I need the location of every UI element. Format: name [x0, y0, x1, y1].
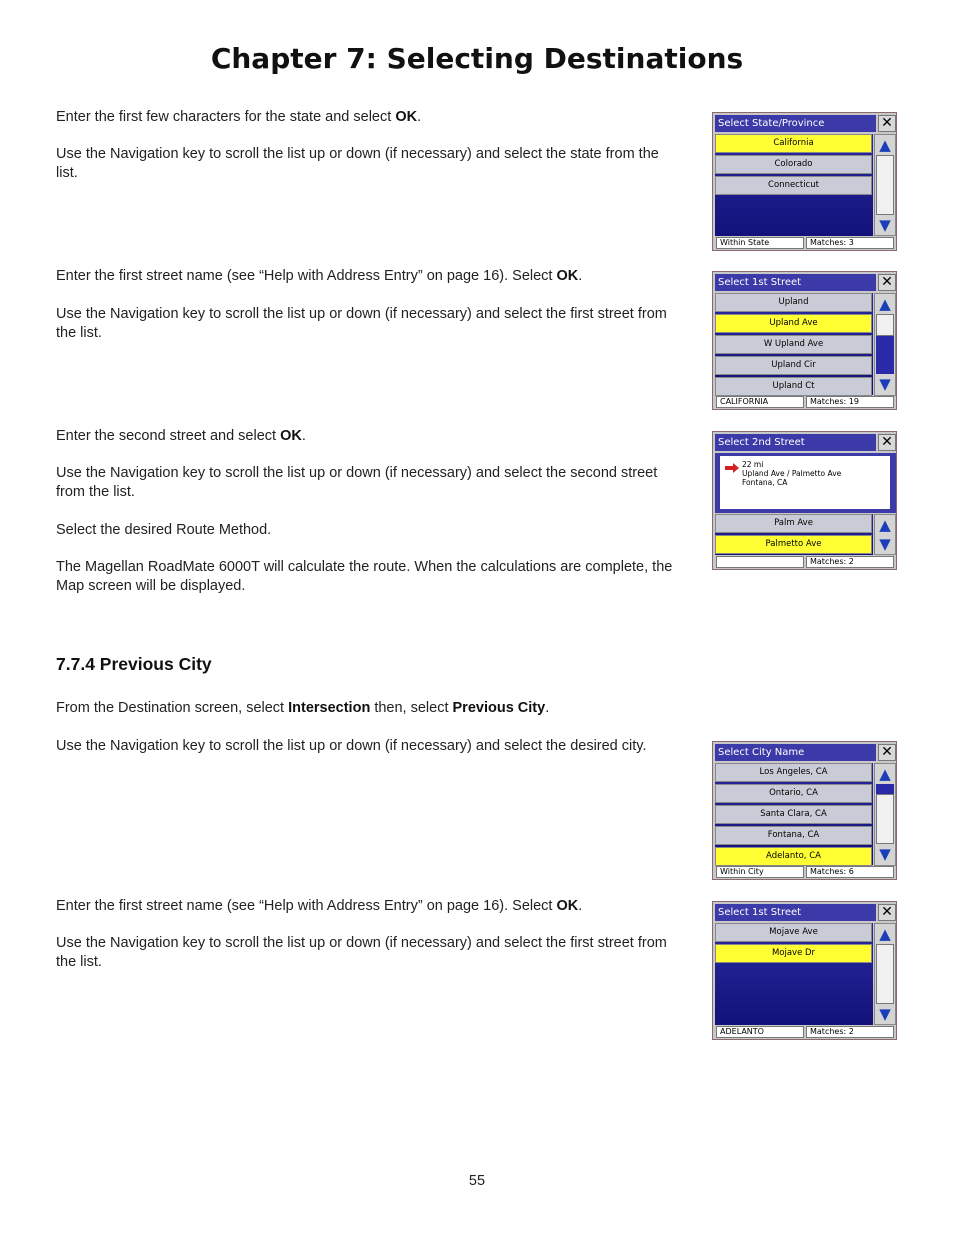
list-item[interactable]: Palm Ave: [715, 514, 872, 533]
up-arrow-icon[interactable]: ▲: [879, 295, 891, 313]
list-item[interactable]: Palmetto Ave: [715, 535, 872, 554]
down-arrow-icon[interactable]: ▼: [879, 845, 891, 863]
page-number: 55: [468, 1173, 486, 1189]
scroll-thumb[interactable]: [876, 155, 894, 215]
paragraph: Use the Navigation key to scroll the list up or down (if necessary) and select the first street from the list.: [56, 306, 667, 341]
scroll-thumb[interactable]: [876, 794, 894, 844]
paragraph: Select the desired Route Method.: [56, 522, 272, 538]
status-matches: Matches: 3: [806, 237, 894, 249]
ok-label: OK: [556, 898, 579, 914]
section-heading: 7.7.4 Previous City: [56, 654, 212, 674]
ok-label: OK: [556, 268, 579, 284]
list-item[interactable]: Mojave Ave: [715, 923, 872, 942]
status-matches: Matches: 2: [806, 1026, 894, 1038]
screen-select-state: [712, 112, 897, 251]
scroll-track: [876, 784, 894, 794]
status-left: Within City: [716, 866, 804, 878]
paragraph: Use the Navigation key to scroll the list up or down (if necessary) and select the state from the list.: [56, 146, 659, 181]
status-left: Within State: [716, 237, 804, 249]
list-item[interactable]: Adelanto, CA: [715, 847, 872, 866]
scroll-thumb[interactable]: [876, 314, 894, 336]
list-item[interactable]: Fontana, CA: [715, 826, 872, 845]
text: From the Destination screen, select: [56, 700, 289, 716]
close-icon[interactable]: ✕: [878, 115, 896, 132]
paragraph: [56, 897, 680, 916]
red-arrow-icon: [725, 463, 739, 473]
screen-title: Select 1st Street: [715, 274, 876, 291]
paragraph: [56, 267, 680, 286]
text: .: [545, 700, 550, 716]
paragraph: The Magellan RoadMate 6000T will calculate the route. When the calculations are complete, the Map screen will be displayed.: [56, 559, 673, 594]
scroll-track: [876, 336, 894, 374]
list-item[interactable]: Mojave Dr: [715, 944, 872, 963]
text: .: [578, 268, 583, 284]
screen-select-first-street-adelanto: [712, 901, 897, 1040]
previous-city-label: Previous City: [452, 700, 546, 716]
summary-city: Fontana, CA: [742, 478, 788, 487]
scrollbar[interactable]: [874, 293, 896, 396]
screen-select-second-street: [712, 431, 897, 570]
text: Enter the second street and select: [56, 428, 281, 444]
text: Enter the first street name (see “Help with Address Entry” on page 16). Select: [56, 898, 557, 914]
text: .: [301, 428, 306, 444]
down-arrow-icon[interactable]: ▼: [879, 535, 891, 553]
screen-select-city: [712, 741, 897, 880]
screen-title: Select 2nd Street: [715, 434, 876, 451]
status-left: [716, 556, 804, 568]
status-matches: Matches: 2: [806, 556, 894, 568]
close-icon[interactable]: ✕: [878, 434, 896, 451]
page-title: Chapter 7: Selecting Destinations: [210, 42, 744, 75]
summary-distance: 22 mi: [742, 460, 764, 469]
list-item[interactable]: Santa Clara, CA: [715, 805, 872, 824]
screen-title: Select 1st Street: [715, 904, 876, 921]
down-arrow-icon[interactable]: ▼: [879, 1005, 891, 1023]
up-arrow-icon[interactable]: ▲: [879, 136, 891, 154]
status-left: CALIFORNIA: [716, 396, 804, 408]
status-left: ADELANTO: [716, 1026, 804, 1038]
list-item[interactable]: Connecticut: [715, 176, 872, 195]
list-item[interactable]: California: [715, 134, 872, 153]
summary-intersection: Upland Ave / Palmetto Ave: [742, 469, 842, 478]
paragraph: [56, 427, 680, 446]
list-item[interactable]: W Upland Ave: [715, 335, 872, 354]
scroll-thumb[interactable]: [876, 944, 894, 1004]
screen-title: Select State/Province: [715, 115, 876, 132]
up-arrow-icon[interactable]: ▲: [879, 925, 891, 943]
list-item[interactable]: Upland: [715, 293, 872, 312]
down-arrow-icon[interactable]: ▼: [879, 375, 891, 393]
text: .: [417, 109, 422, 125]
down-arrow-icon[interactable]: ▼: [879, 216, 891, 234]
paragraph: Use the Navigation key to scroll the list up or down (if necessary) and select the desired city.: [56, 738, 647, 754]
ok-label: OK: [395, 109, 418, 125]
text: Enter the first few characters for the state and select: [56, 109, 396, 125]
close-icon[interactable]: ✕: [878, 744, 896, 761]
list-item[interactable]: Los Angeles, CA: [715, 763, 872, 782]
text: then, select: [370, 700, 453, 716]
close-icon[interactable]: ✕: [878, 904, 896, 921]
up-arrow-icon[interactable]: ▲: [879, 765, 891, 783]
scrollbar[interactable]: [874, 514, 896, 555]
list-item[interactable]: Upland Cir: [715, 356, 872, 375]
screen-select-first-street: [712, 271, 897, 410]
ok-label: OK: [280, 428, 302, 444]
paragraph: Use the Navigation key to scroll the list up or down (if necessary) and select the first street from the list.: [56, 935, 667, 970]
route-summary: [718, 454, 892, 511]
intersection-label: Intersection: [288, 700, 371, 716]
scrollbar[interactable]: [874, 923, 896, 1025]
list-item[interactable]: Colorado: [715, 155, 872, 174]
up-arrow-icon[interactable]: ▲: [879, 516, 891, 534]
list-item[interactable]: Ontario, CA: [715, 784, 872, 803]
scrollbar[interactable]: [874, 763, 896, 866]
status-matches: Matches: 6: [806, 866, 894, 878]
paragraph: [56, 108, 680, 127]
screen-title: Select City Name: [715, 744, 876, 761]
close-icon[interactable]: ✕: [878, 274, 896, 291]
paragraph: Use the Navigation key to scroll the list up or down (if necessary) and select the second street from the list.: [56, 465, 658, 500]
list-item[interactable]: Upland Ct: [715, 377, 872, 396]
text: .: [578, 898, 583, 914]
status-matches: Matches: 19: [806, 396, 894, 408]
list-item[interactable]: Upland Ave: [715, 314, 872, 333]
paragraph: [56, 699, 680, 718]
scrollbar[interactable]: [874, 134, 896, 236]
text: Enter the first street name (see “Help with Address Entry” on page 16). Select: [56, 268, 557, 284]
